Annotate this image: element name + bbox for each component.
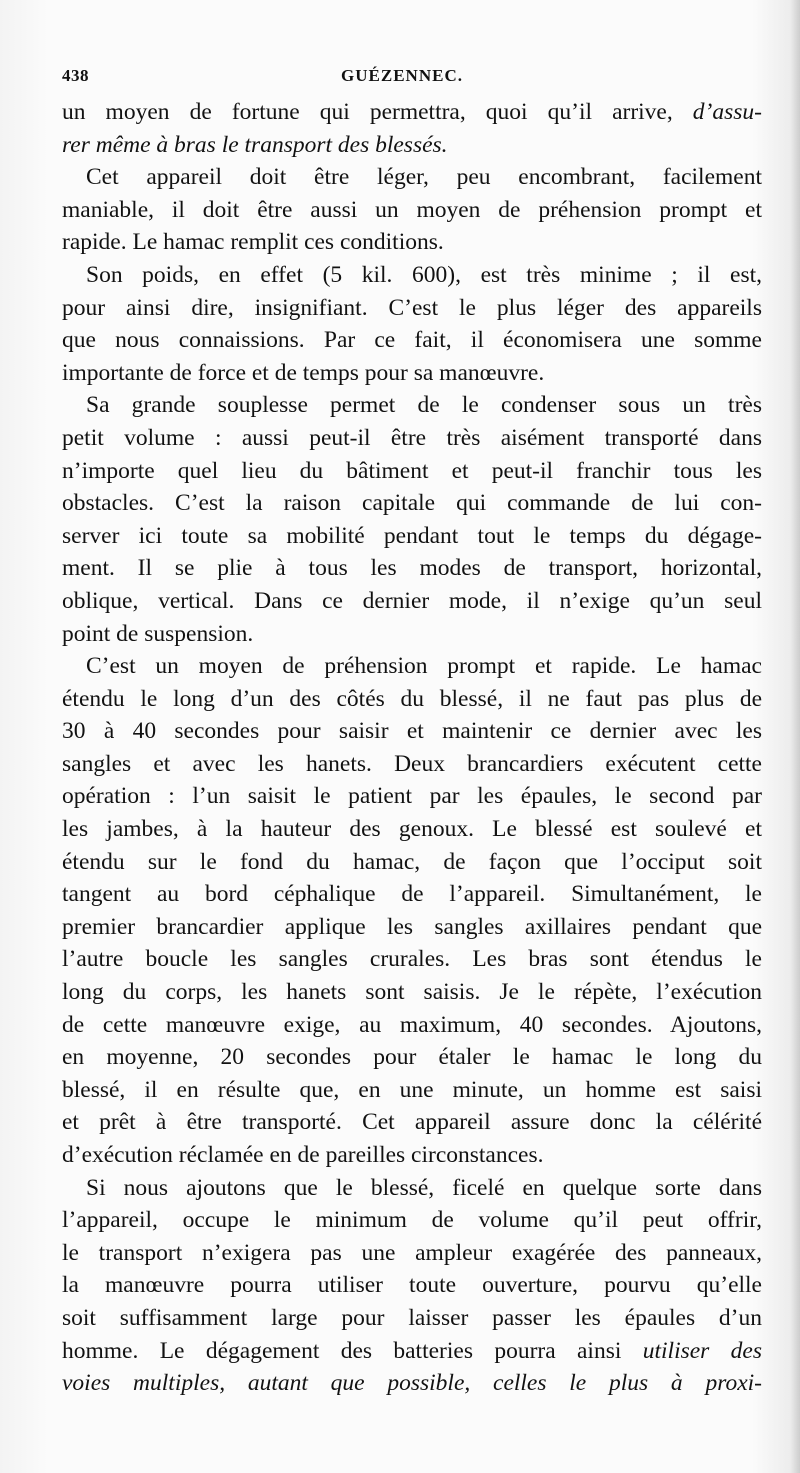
text-segment: l’appareil, occupe le minimum de volume qu’il peut offrir,: [62, 1207, 762, 1234]
text-segment: maniable, il doit être aussi un moyen de préhension prompt et: [62, 196, 762, 223]
text-segment: opération : l’un saisit le patient par les épaules, le second par: [62, 783, 762, 810]
text-line: [62, 1172, 762, 1205]
italic-text-segment: d’assu-: [692, 99, 762, 125]
text-segment: tangent au bord céphalique de l’appareil. Simultanément, le: [62, 881, 762, 908]
text-segment: les jambes, à la hauteur des genoux. Le blessé est soulevé et: [62, 816, 762, 843]
italic-text-segment: utiliser des: [642, 1337, 762, 1364]
text-line: [62, 292, 762, 325]
text-segment: de cette manœuvre exige, au maximum, 40 secondes. Ajoutons,: [62, 1011, 762, 1038]
text-segment: server ici toute sa mobilité pendant tout le temps du dégage-: [62, 522, 762, 549]
page-edge-shadow: [790, 0, 800, 1473]
text-line: [62, 1204, 762, 1237]
text-line: [62, 683, 762, 716]
text-segment: Sa grande souplesse permet de le condenser sous un très: [86, 392, 762, 419]
text-line: [62, 194, 762, 227]
text-line: [62, 813, 762, 846]
text-segment: petit volume : aussi peut-il être très aisément transporté dans: [62, 424, 762, 451]
body-text: [62, 96, 762, 1400]
text-segment: homme. Le dégagement des batteries pourra ainsi: [62, 1337, 643, 1364]
text-line: [62, 324, 762, 357]
text-line: [62, 943, 762, 976]
text-segment: Si nous ajoutons que le blessé, ficelé en quelque sorte dans: [86, 1174, 762, 1201]
italic-text-segment: rer même à bras le transport des blessés.: [62, 131, 448, 158]
text-segment: la manœuvre pourra utiliser toute ouverture, pourvu qu’elle: [62, 1272, 762, 1299]
running-head: GUÉZENNEC.: [341, 66, 463, 85]
text-line: [62, 487, 762, 520]
text-line: [62, 715, 762, 748]
text-segment: rapide. Le hamac remplit ces conditions.: [62, 229, 444, 256]
text-line: [62, 748, 762, 781]
text-line: [62, 846, 762, 879]
text-segment: point de suspension.: [62, 620, 254, 647]
text-line: [62, 1041, 762, 1074]
text-line: [62, 357, 762, 390]
text-line: [62, 618, 762, 651]
text-line: [62, 878, 762, 911]
text-line: [62, 161, 762, 194]
text-line: [62, 1269, 762, 1302]
text-line: [62, 585, 762, 618]
text-segment: un moyen de fortune qui permettra, quoi qu’il arrive,: [62, 99, 693, 125]
text-segment: Cet appareil doit être léger, peu encombrant, facilement: [86, 164, 762, 191]
text-segment: n’importe quel lieu du bâtiment et peut-il franchir tous les: [62, 457, 762, 484]
text-line: [62, 422, 762, 455]
text-line: [62, 911, 762, 944]
text-segment: l’autre boucle les sangles crurales. Les bras sont étendus le: [62, 946, 762, 973]
text-segment: soit suffisamment large pour laisser passer les épaules d’un: [62, 1304, 762, 1331]
text-line: [62, 1139, 762, 1172]
text-segment: étendu sur le fond du hamac, de façon que l’occiput soit: [62, 848, 762, 875]
text-segment: oblique, vertical. Dans ce dernier mode, il n’exige qu’un seul: [62, 587, 762, 614]
text-line: [62, 976, 762, 1009]
text-segment: 30 à 40 secondes pour saisir et maintenir ce dernier avec les: [62, 718, 762, 745]
text-line: [62, 1074, 762, 1107]
text-line: [62, 552, 762, 585]
text-line: [62, 1367, 762, 1400]
page-number: 438: [62, 66, 89, 85]
text-line: [62, 96, 762, 129]
text-line: [62, 780, 762, 813]
page-header: [62, 66, 742, 90]
text-segment: en moyenne, 20 secondes pour étaler le hamac le long du: [62, 1044, 762, 1071]
text-segment: blessé, il en résulte que, en une minute, un homme est saisi: [62, 1076, 762, 1103]
italic-text-segment: voies multiples, autant que possible, celles le plus à proxi-: [62, 1370, 762, 1397]
text-segment: d’exécution réclamée en de pareilles circonstances.: [62, 1142, 544, 1168]
text-line: [62, 226, 762, 259]
text-segment: premier brancardier applique les sangles axillaires pendant que: [62, 913, 762, 940]
text-line: [62, 1009, 762, 1042]
text-segment: C’est un moyen de préhension prompt et rapide. Le hamac: [86, 653, 762, 680]
text-segment: que nous connaissions. Par ce fait, il économisera une somme: [62, 327, 762, 354]
text-line: [62, 129, 762, 162]
text-segment: Son poids, en effet (5 kil. 600), est très minime ; il est,: [86, 261, 762, 288]
text-line: [62, 650, 762, 683]
text-segment: long du corps, les hanets sont saisis. Je le répète, l’exécution: [62, 979, 762, 1006]
text-line: [62, 259, 762, 292]
text-line: [62, 520, 762, 553]
text-line: [62, 389, 762, 422]
text-segment: importante de force et de temps pour sa manœuvre.: [62, 359, 545, 386]
text-segment: sangles et avec les hanets. Deux brancardiers exécutent cette: [62, 750, 762, 777]
text-segment: ment. Il se plie à tous les modes de transport, horizontal,: [62, 555, 762, 582]
text-segment: étendu le long d’un des côtés du blessé, il ne faut pas plus de: [62, 685, 762, 712]
text-segment: obstacles. C’est la raison capitale qui commande de lui con-: [62, 490, 762, 517]
text-line: [62, 1237, 762, 1270]
text-segment: pour ainsi dire, insignifiant. C’est le plus léger des appareils: [62, 294, 762, 321]
text-line: [62, 1302, 762, 1335]
text-segment: et prêt à être transporté. Cet appareil assure donc la célérité: [62, 1109, 762, 1136]
text-line: [62, 1106, 762, 1139]
text-line: [62, 455, 762, 488]
text-line: [62, 1335, 762, 1368]
text-segment: le transport n’exigera pas une ampleur exagérée des panneaux,: [62, 1239, 762, 1266]
